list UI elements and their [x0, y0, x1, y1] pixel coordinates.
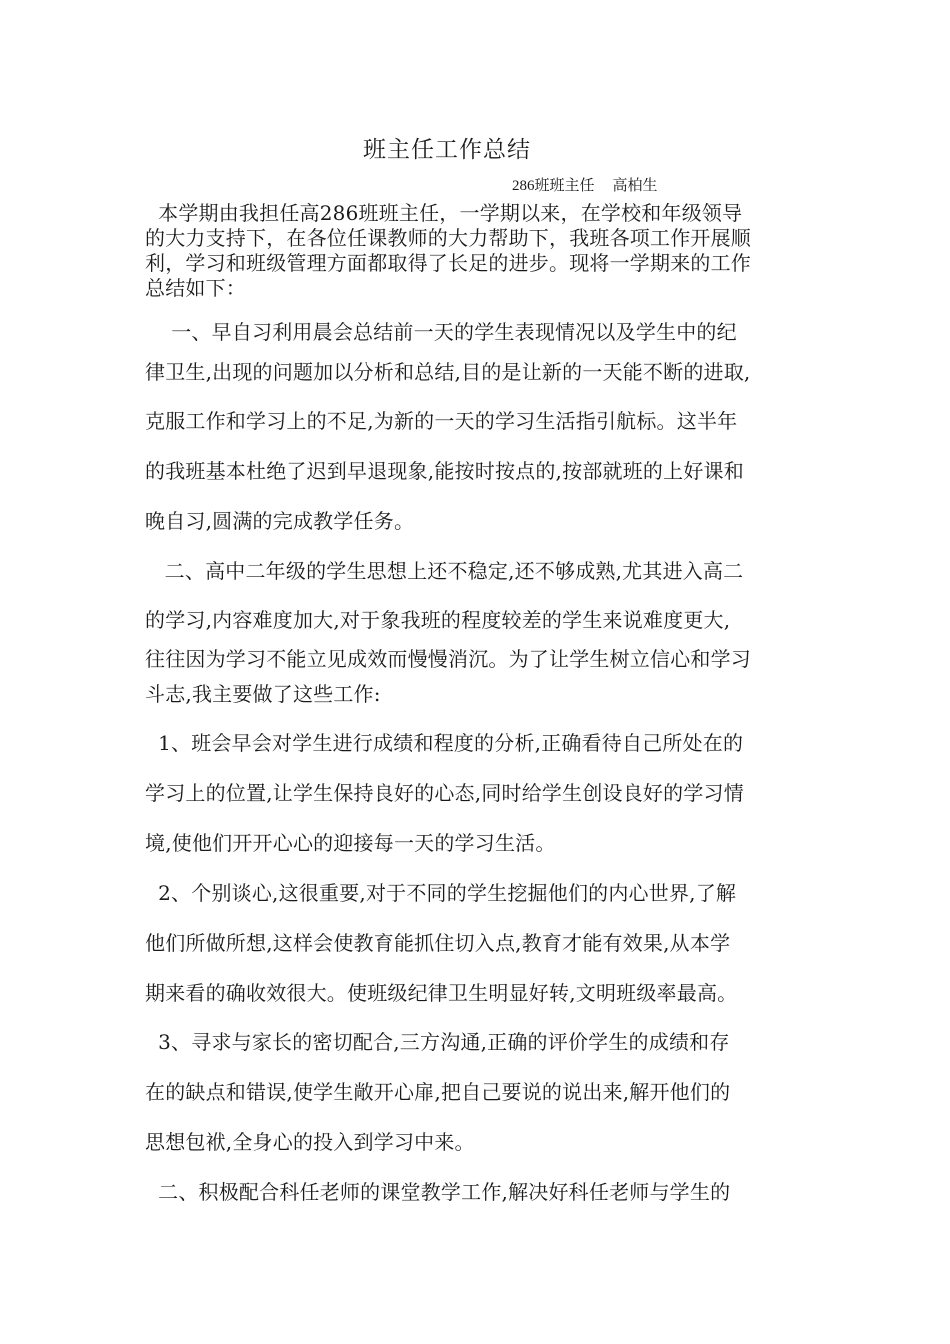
body-line: 往往因为学习不能立见成效而慢慢消沉。为了让学生树立信心和学习	[145, 647, 751, 671]
body-line: 利，学习和班级管理方面都取得了长足的进步。现将一学期来的工作	[145, 251, 751, 275]
body-line: 律卫生,出现的问题加以分析和总结,目的是让新的一天能不断的进取,	[145, 360, 751, 384]
document-title: 班主任工作总结	[363, 137, 531, 163]
body-line: 一、早自习利用晨会总结前一天的学生表现情况以及学生中的纪	[145, 320, 737, 344]
author-role: 286班班主任	[512, 178, 595, 194]
author-byline	[512, 177, 658, 195]
body-line: 斗志,我主要做了这些工作:	[145, 682, 381, 706]
body-line: 总结如下：	[145, 276, 246, 300]
body-line: 的大力支持下，在各位任课教师的大力帮助下，我班各项工作开展顺	[145, 226, 751, 250]
body-line: 的学习,内容难度加大,对于象我班的程度较差的学生来说难度更大,	[145, 608, 731, 632]
body-line: 思想包袱,全身心的投入到学习中来。	[145, 1130, 475, 1154]
body-line: 克服工作和学习上的不足,为新的一天的学习生活指引航标。这半年	[145, 409, 738, 433]
body-line: 在的缺点和错误,使学生敞开心扉,把自己要说的说出来,解开他们的	[145, 1080, 731, 1104]
body-line: 二、积极配合科任老师的课堂教学工作,解决好科任老师与学生的	[145, 1180, 731, 1204]
body-line: 学习上的位置,让学生保持良好的心态,同时给学生创设良好的学习情	[145, 781, 744, 805]
body-line: 2、个别谈心,这很重要,对于不同的学生挖掘他们的内心世界,了解	[145, 881, 737, 905]
body-line: 他们所做所想,这样会使教育能抓住切入点,教育才能有效果,从本学	[145, 931, 731, 955]
body-line: 境,使他们开开心心的迎接每一天的学习生活。	[145, 831, 556, 855]
author-name: 高柏生	[612, 178, 658, 194]
body-line: 3、寻求与家长的密切配合,三方沟通,正确的评价学生的成绩和存	[145, 1030, 730, 1054]
body-line: 期来看的确收效很大。使班级纪律卫生明显好转,文明班级率最高。	[145, 981, 738, 1005]
body-line: 的我班基本杜绝了迟到早退现象,能按时按点的,按部就班的上好课和	[145, 459, 744, 483]
body-line: 1、班会早会对学生进行成绩和程度的分析,正确看待自己所处在的	[145, 731, 744, 755]
body-line: 本学期由我担任高286班班主任，一学期以来，在学校和年级领导	[145, 201, 743, 225]
body-line: 晚自习,圆满的完成教学任务。	[145, 509, 415, 533]
body-line: 二、高中二年级的学生思想上还不稳定,还不够成熟,尤其进入高二	[145, 559, 744, 583]
